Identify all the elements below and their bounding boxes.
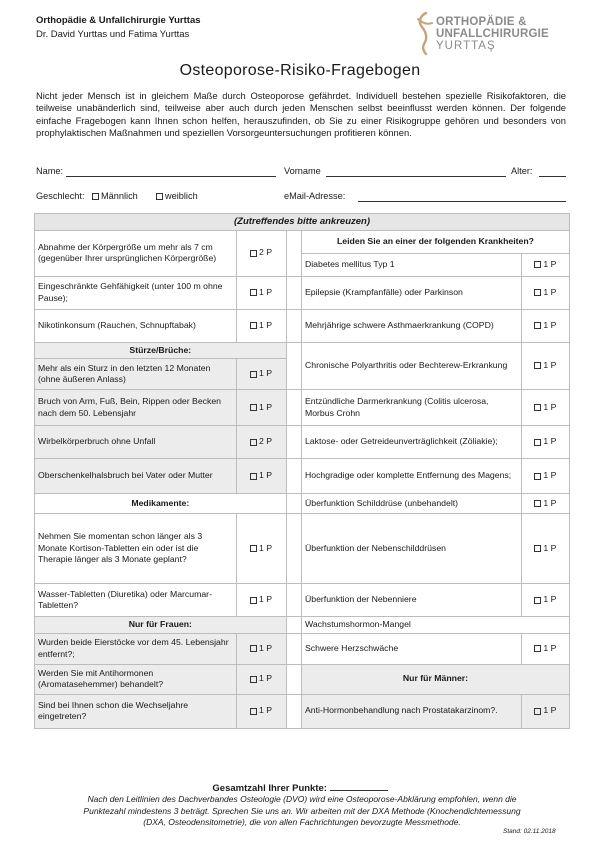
section-frauen: Nur für Frauen: [35,617,287,634]
question-label: Epilepsie (Krampfanfälle) oder Parkinson [301,276,521,309]
question-label: Oberschenkelhalsbruch bei Vater oder Mutter [35,459,237,494]
checkbox-icon [250,404,257,411]
question-label: Mehrjährige schwere Asthmaerkrankung (COPD) [301,309,521,342]
points-checkbox[interactable]: 1 P [521,426,569,459]
points-checkbox[interactable]: 1 P [521,633,569,664]
email-label: eMail-Adresse: [284,191,346,201]
checkbox-icon [534,500,541,507]
points-checkbox[interactable]: 2 P [236,426,286,459]
question-label: Werden Sie mit Antihormonen (Aromatasehemmer) behandelt? [35,664,237,694]
question-label: Überfunktion der Nebenschilddrüsen [301,514,521,584]
practice-name: Orthopädie & Unfallchirurgie Yurttas [36,15,201,26]
question-label: Eingeschränkte Gehfähigkeit (unter 100 m ohne Pause); [35,276,237,309]
points-checkbox[interactable]: 1 P [521,694,569,728]
checkbox-icon [534,439,541,446]
banner-row [35,214,570,231]
name-field[interactable] [66,166,276,177]
question-label: Wurden beide Eierstöcke vor dem 45. Lebensjahr entfernt?; [35,633,237,664]
question-label: Entzündliche Darmerkrankung (Colitis ulcerosa, Morbus Crohn [301,390,521,426]
question-label: Chronische Polyarthritis oder Bechterew-Erkrankung [301,342,521,390]
points-checkbox[interactable]: 1 P [236,514,286,584]
checkbox-icon [534,362,541,369]
table-row [35,494,570,514]
points-checkbox[interactable]: 1 P [521,390,569,426]
checkbox-icon [534,322,541,329]
points-checkbox[interactable]: 1 P [236,309,286,342]
table-row [35,584,570,617]
question-label: Überfunktion Schilddrüse (unbehandelt) [301,494,521,514]
question-label: Sind bei Ihnen schon die Wechseljahre eingetreten? [35,694,237,728]
vorname-field[interactable] [326,166,506,177]
question-label: Nehmen Sie momentan schon länger als 3 Monate Kortison-Tabletten ein oder ist die Therapie länger als 3 Monate geplant? [35,514,237,584]
table-row [35,633,570,664]
checkbox-icon [534,289,541,296]
total-label: Gesamtzahl Ihrer Punkte: [212,783,327,794]
table-row [35,276,570,309]
points-checkbox[interactable]: 1 P [236,694,286,728]
table-row [35,459,570,494]
checkbox-icon [534,261,541,268]
checkbox-icon [250,645,257,652]
question-label: Wachstumshormon-Mangel [301,617,569,634]
logo-line-3: YURTTAŞ [436,40,496,52]
checkbox-icon [250,371,257,378]
points-checkbox[interactable]: 1 P [236,633,286,664]
total-field[interactable] [330,780,388,791]
table-row [35,230,570,253]
points-checkbox[interactable]: 1 P [236,459,286,494]
checkbox-icon [250,250,257,257]
page-title: Osteoporose-Risiko-Fragebogen [179,62,421,79]
questionnaire-table [34,213,570,729]
checkbox-icon [534,404,541,411]
logo-line-1: ORTHOPÄDIE & [436,16,527,28]
question-label: Diabetes mellitus Typ 1 [301,253,521,276]
intro-text: Nicht jeder Mensch ist in gleichem Maße durch Osteoporose gefährdet. Individuell bestehen spezielle Risikofaktoren, die teilweise unabänderlich sind, teilweise aber auch durch jeden Menschen selbst beeinflusst werden können. Der folgende einfache Fragebogen kann Ihnen schon helfen, herauszufinden, ob Sie zu einer Risikogruppe gehören und besonders von prophylaktischen Maßnahmen und speziellen Vorsorgeuntersuchungen profitieren können. [36,90,566,138]
section-krankheiten: Leiden Sie an einer der folgenden Krankheiten? [301,230,569,253]
checkbox-icon [250,676,257,683]
checkbox-icon [534,597,541,604]
question-label: Schwere Herzschwäche [301,633,521,664]
points-checkbox[interactable]: 1 P [236,584,286,617]
stand-date: Stand: 02.11.2018 [503,828,556,835]
points-checkbox[interactable]: 1 P [521,276,569,309]
points-checkbox[interactable]: 1 P [521,309,569,342]
checkbox-icon [92,193,99,200]
checkbox-icon [250,708,257,715]
question-label: Hochgradige oder komplette Entfernung des Magens; [301,459,521,494]
points-checkbox[interactable]: 1 P [521,459,569,494]
practice-doctors: Dr. David Yurttas und Fatima Yurttas [36,29,190,40]
weiblich-option[interactable]: weiblich [156,191,198,201]
question-label: Nikotinkonsum (Rauchen, Schnupftabak) [35,309,237,342]
table-row [35,342,570,359]
table-row [35,514,570,584]
question-label: Abnahme der Körpergröße um mehr als 7 cm (gegenüber Ihrer ursprünglichen Körpergröße) [35,230,237,276]
table-row [35,694,570,728]
total-points [0,780,600,794]
question-label: Überfunktion der Nebenniere [301,584,521,617]
checkbox-icon [534,708,541,715]
points-checkbox[interactable]: 1 P [521,494,569,514]
checkbox-icon [250,473,257,480]
practice-header [36,14,201,42]
points-checkbox[interactable]: 1 P [521,342,569,390]
checkbox-icon [534,473,541,480]
question-label: Anti-Hormonbehandlung nach Prostatakarzinom?. [301,694,521,728]
checkbox-icon [534,545,541,552]
points-checkbox[interactable]: 1 P [236,359,286,390]
section-maenner: Nur für Männer: [301,664,569,694]
points-checkbox[interactable]: 1 P [521,253,569,276]
section-medikamente: Medikamente: [35,494,287,514]
alter-label: Alter: [511,166,533,176]
points-checkbox[interactable]: 1 P [236,664,286,694]
footer-text: Nach den Leitlinien des Dachverbandes Osteologie (DVO) wird eine Osteoporose-Abklärung empfohlen, wenn die Punktezahl mindestens 3 beträgt. Sprechen Sie uns an. Wir arbeiten mit der DXA Methode (Knochendichtemessung (DXA, Osteodensitometrie), die von allen Fachrichtungen bevorzugte Messmethode. [83,794,521,827]
points-checkbox[interactable]: 1 P [521,514,569,584]
table-row [35,390,570,426]
table-row [35,617,570,634]
checkbox-icon [250,322,257,329]
logo-line-2: UNFALLCHIRURGIE [436,28,549,40]
question-label: Mehr als ein Sturz in den letzten 12 Monaten (ohne äußeren Anlass) [35,359,237,390]
checkbox-icon [250,289,257,296]
alter-field[interactable] [539,166,566,177]
vorname-label: Vorname [284,166,321,176]
question-label: Laktose- oder Getreideunverträglichkeit (Zöliakie); [301,426,521,459]
name-label: Name: [36,166,64,176]
checkbox-icon [250,545,257,552]
email-field[interactable] [358,191,566,202]
checkbox-icon [250,597,257,604]
points-checkbox[interactable]: 1 P [236,390,286,426]
checkbox-icon [534,645,541,652]
maennlich-option[interactable]: Männlich [92,191,138,201]
points-checkbox[interactable]: 2 P [236,230,286,276]
table-row [35,426,570,459]
question-label: Wirbelkörperbruch ohne Unfall [35,426,237,459]
checkbox-icon [156,193,163,200]
question-label: Wasser-Tabletten (Diuretika) oder Marcumar-Tabletten? [35,584,237,617]
table-row [35,664,570,694]
logo-mark-icon [412,10,436,56]
geschlecht-label: Geschlecht: [36,191,85,201]
points-checkbox[interactable]: 1 P [236,276,286,309]
table-row [35,309,570,342]
question-label: Bruch von Arm, Fuß, Bein, Rippen oder Becken nach dem 50. Lebensjahr [35,390,237,426]
section-stuerze: Stürze/Brüche: [35,342,287,359]
points-checkbox[interactable]: 1 P [521,584,569,617]
checkbox-icon [250,439,257,446]
banner-text: (Zutreffendes bitte ankreuzen) [35,214,570,231]
practice-logo [412,8,582,58]
